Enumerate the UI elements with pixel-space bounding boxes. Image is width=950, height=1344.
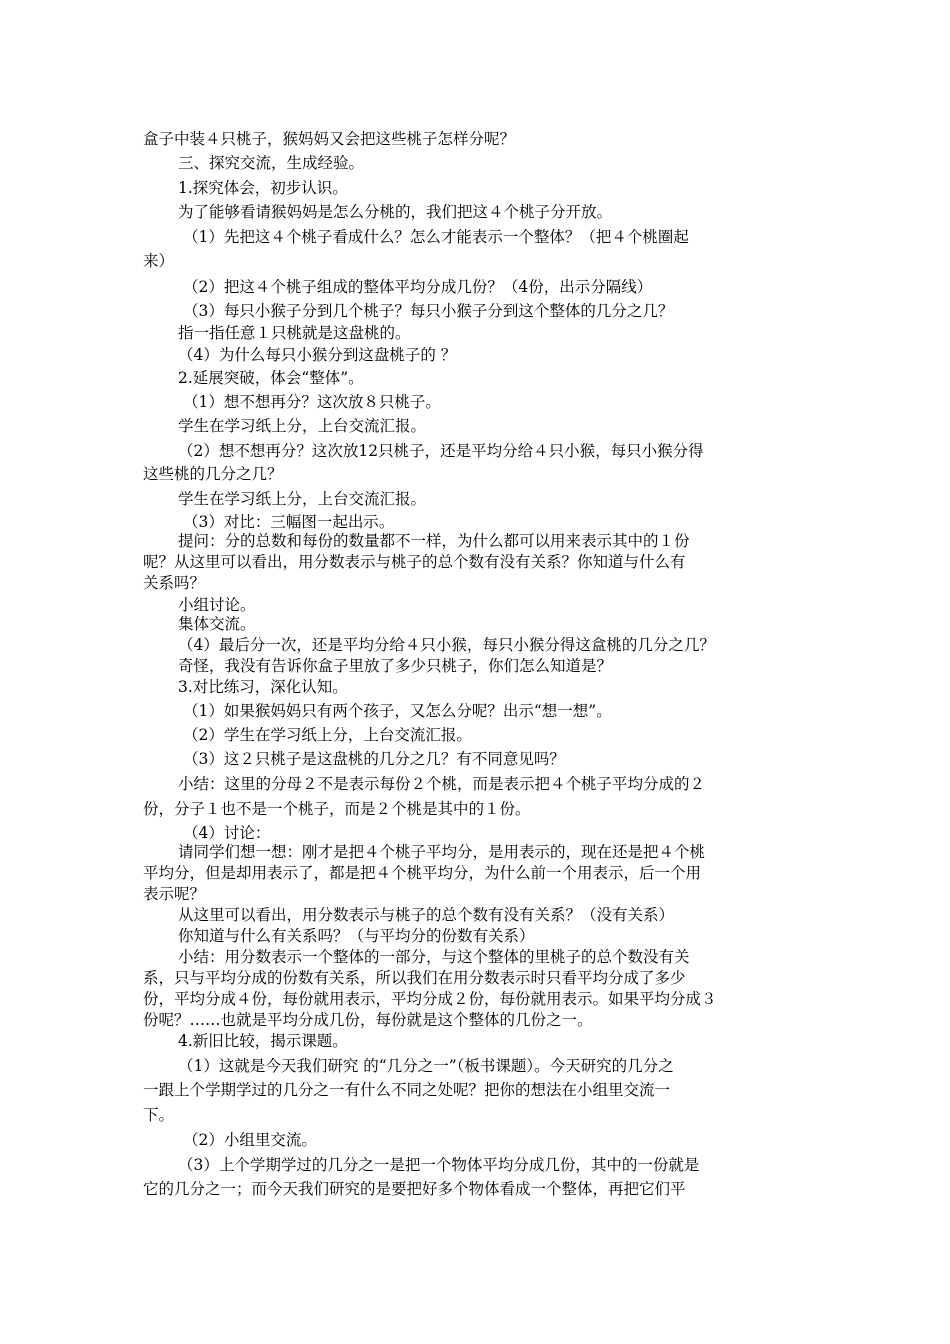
text-line: （3）对比：三幅图一起出示。 (183, 513, 395, 531)
text-line: 一跟上个学期学过的几分之一有什么不同之处呢？把你的想法在小组里交流一 (143, 1081, 671, 1099)
text-line: （3）每只小猴子分到几个桃子？每只小猴子分到这个整体的几分之几？ (183, 302, 674, 320)
subsection-heading: 2.延展突破，体会“整体”。 (178, 369, 364, 387)
text-line: 小结：这里的分母２不是表示每份２个桃，而是表示把４个桃子平均分成的２ (178, 775, 706, 793)
text-line: 盒子中装４只桃子，猴妈妈又会把这些桃子怎样分呢？ (143, 130, 516, 148)
text-line: （4）讨论： (183, 824, 271, 842)
subsection-heading: 4.新旧比较，揭示课题。 (178, 1032, 348, 1050)
text-line: 请同学们想一想：刚才是把４个桃子平均分，是用表示的，现在还是把４个桃 (178, 843, 706, 861)
text-line: 集体交流。 (178, 615, 256, 633)
text-line: 表示呢？ (143, 885, 206, 903)
text-line: 你知道与什么有关系吗？（与平均分的份数有关系） (178, 927, 535, 945)
text-line: （1）想不想再分？这次放８只桃子。 (183, 393, 441, 411)
text-line: （2）小组里交流。 (183, 1131, 317, 1149)
text-line: 份，平均分成４份，每份就用表示，平均分成２份，每份就用表示。如果平均分成３ (143, 990, 717, 1008)
text-line: （4）为什么每只小猴分到这盘桃子的 ？ (178, 346, 457, 364)
subsection-heading: 1.探究体会，初步认识。 (178, 179, 348, 197)
text-line: 平均分，但是却用表示了，都是把４个桃平均分，为什么前一个用表示，后一个用 (143, 864, 702, 882)
text-line: 从这里可以看出，用分数表示与桃子的总个数有没有关系？（没有关系） (178, 906, 675, 924)
text-line: 学生在学习纸上分，上台交流汇报。 (178, 417, 427, 435)
text-line: 份，分子１也不是一个桃子，而是２个桃是其中的１份。 (143, 800, 531, 818)
text-line: 提问：分的总数和每份的数量都不一样，为什么都可以用来表示其中的１份 (178, 532, 690, 550)
text-line: 指一指任意１只桃就是这盘桃的。 (178, 324, 411, 342)
text-line: 下。 (143, 1106, 175, 1124)
subsection-heading: 3.对比练习，深化认知。 (178, 678, 348, 696)
text-line: （2）把这４个桃子组成的整体平均分成几份？（4份，出示分隔线） (183, 278, 653, 296)
section-heading: 三、探究交流，生成经验。 (178, 154, 365, 172)
text-line: 为了能够看请猴妈妈是怎么分桃的，我们把这４个桃子分开放。 (178, 203, 613, 221)
text-line: 份呢？……也就是平均分成几份，每份就是这个整体的几份之一。 (143, 1011, 593, 1029)
text-line: （2）学生在学习纸上分，上台交流汇报。 (183, 726, 472, 744)
text-line: 学生在学习纸上分，上台交流汇报。 (178, 490, 427, 508)
text-line: （3）这２只桃子是这盘桃的几分之几？有不同意见吗？ (183, 750, 565, 768)
text-line: （2）想不想再分？这次放12只桃子，还是平均分给４只小猴，每只小猴分得 (178, 442, 704, 460)
text-line: 呢？从这里可以看出，用分数表示与桃子的总个数有没有关系？你知道与什么有 (143, 553, 686, 571)
text-line: 来） (143, 252, 175, 270)
text-line: 系，只与平均分成的份数有关系，所以我们在用分数表示时只看平均分成了多少 (143, 969, 686, 987)
text-line: （4）最后分一次，还是平均分给４只小猴，每只小猴分得这盒桃的几分之几？ (178, 636, 715, 654)
text-line: 关系吗？ (143, 574, 206, 592)
text-line: 它的几分之一；而今天我们研究的是要把好多个物体看成一个整体，再把它们平 (143, 1180, 686, 1198)
text-line: （1）先把这４个桃子看成什么？怎么才能表示一个整体？（把４个桃圈起 (183, 228, 689, 246)
text-line: 小结：用分数表示一个整体的一部分，与这个整体的里桃子的总个数没有关 (178, 948, 690, 966)
text-line: （1）如果猴妈妈只有两个孩子，又怎么分呢？出示“想一想”。 (183, 702, 612, 720)
text-line: （3）上个学期学过的几分之一是把一个物体平均分成几份，其中的一份就是 (178, 1156, 700, 1174)
text-line: 奇怪，我没有告诉你盒子里放了多少只桃子，你们怎么知道是？ (178, 657, 613, 675)
text-line: 小组讨论。 (178, 596, 256, 614)
text-line: 这些桃的几分之几？ (143, 465, 283, 483)
text-line: （1）这就是今天我们研究 的“几分之一”（板书课题）。今天研究的几分之 (178, 1057, 674, 1075)
